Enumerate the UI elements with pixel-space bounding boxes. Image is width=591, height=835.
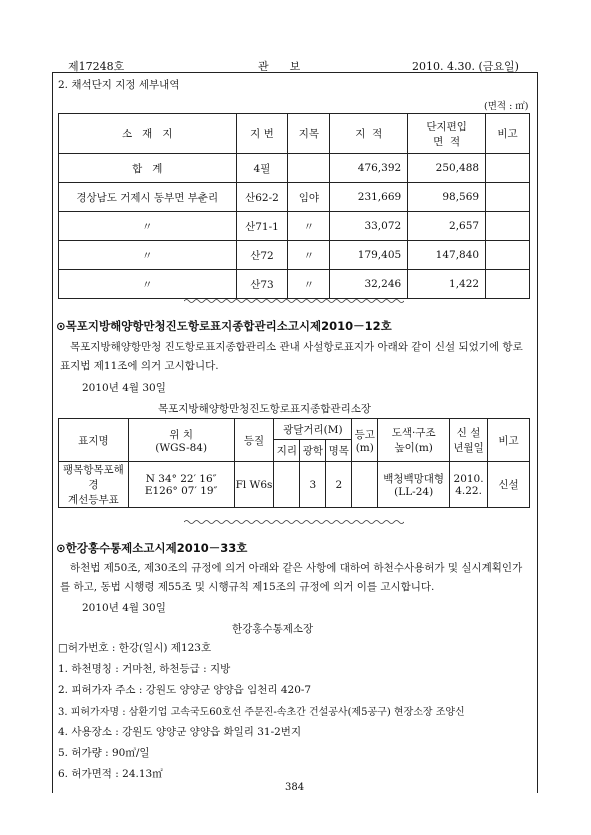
col-range-nominal: 명목	[326, 440, 352, 462]
cell-area: 32,246	[330, 270, 408, 299]
cell-area: 179,405	[330, 241, 408, 270]
col-range-geo: 지리	[274, 440, 300, 462]
cell-remarks	[486, 212, 530, 241]
col-position	[128, 419, 234, 462]
notice2-date: 2010년 4월 30일	[82, 602, 166, 614]
col-complex-area-line1: 단지편입	[426, 120, 467, 133]
cell-range-light: 3	[300, 462, 326, 508]
col-position-line2: (WGS-84)	[155, 441, 208, 454]
permit-number: □허가번호 : 한강(일시) 제123호	[58, 642, 212, 654]
unit-label: (면적 : ㎡)	[484, 101, 529, 112]
col-lot: 지 번	[236, 114, 288, 154]
cell-complex-area: 98,569	[408, 183, 486, 212]
notice2-body: 하천법 제50조, 제30조의 규정에 의거 아래와 같은 사항에 대하여 하천수사용허가 및 실시계획인가를 하고, 동법 시행령 제55조 및 시행규칙 제15조의 규정에 의거 이를 고시합니다.	[60, 562, 523, 593]
cell-location: 〃	[59, 270, 237, 299]
cell-area: 476,392	[330, 154, 408, 183]
list-item: 1. 하천명칭 : 거마천, 하천등급 : 지방	[58, 663, 231, 675]
col-install	[450, 419, 488, 462]
notice1-date: 2010년 4월 30일	[82, 382, 166, 394]
notice2-issuer: 한강홍수통제소장	[232, 623, 314, 635]
cell-remarks: 신설	[488, 462, 530, 508]
notice1-issuer: 목포지방해양항만청진도항로표지종합관리소장	[158, 403, 372, 415]
col-color	[378, 419, 450, 462]
cell-lot: 산71-1	[236, 212, 288, 241]
notice1-body: 목포지방해양항만청 진도항로표지종합관리소 관내 사설항로표지가 아래와 같이 신설 되었기에 항로표지법 제11조에 의거 고시합니다.	[60, 341, 523, 372]
notice1-title: ⊙목포지방해양항만청진도항로표지종합관리소고시제2010－12호	[56, 319, 392, 333]
cell-category: 임야	[288, 183, 330, 212]
col-range: 광달거리(M)	[274, 419, 352, 440]
col-location: 소 재 지	[59, 114, 237, 154]
table-row	[59, 183, 530, 212]
col-remarks: 비고	[486, 114, 530, 154]
cell-name-line2: 계선등부표	[68, 494, 119, 506]
cell-class: Fl W6s	[234, 462, 274, 508]
cell-range-geo	[274, 462, 300, 508]
cell-complex-area: 250,488	[408, 154, 486, 183]
cell-area: 33,072	[330, 212, 408, 241]
notice2-title: ⊙한강홍수통제소고시제2010－33호	[56, 541, 248, 555]
table-header-row	[59, 419, 530, 440]
cell-range-nominal: 2	[326, 462, 352, 508]
issue-date: 2010. 4.30. (금요일)	[412, 60, 519, 73]
list-item: 4. 사용장소 : 강원도 양양군 양양읍 화일리 31-2번지	[58, 726, 302, 738]
quarry-table	[58, 113, 530, 299]
cell-remarks	[486, 270, 530, 299]
col-color-line2: 높이(m)	[394, 442, 433, 454]
section-divider	[184, 519, 404, 525]
col-position-line1: 위 치	[169, 428, 193, 441]
cell-category: 〃	[288, 241, 330, 270]
cell-location: 〃	[59, 212, 237, 241]
table-row	[59, 270, 530, 299]
cell-install-date	[450, 462, 488, 508]
col-name: 표지명	[59, 419, 129, 462]
cell-category	[288, 154, 330, 183]
col-height	[352, 419, 378, 462]
cell-latitude: N 34° 22′ 16″	[145, 472, 217, 485]
cell-position	[128, 462, 234, 508]
cell-install-line2: 4.22.	[455, 484, 482, 497]
cell-remarks	[486, 241, 530, 270]
section-title: 2. 채석단지 지정 세부내역	[58, 79, 180, 91]
cell-location: 합 계	[59, 154, 237, 183]
col-complex-area-line2: 면 적	[433, 135, 461, 148]
section-divider	[184, 298, 404, 304]
list-item: 6. 허가면적 : 24.13㎡	[58, 768, 163, 780]
col-color-line1: 도색·구조	[391, 427, 436, 439]
cell-color-line2: (LL-24)	[394, 486, 434, 498]
cell-lot: 4필	[236, 154, 288, 183]
col-range-light: 광학	[300, 440, 326, 462]
col-install-line2: 년월일	[453, 442, 484, 454]
cell-lot: 산72	[236, 241, 288, 270]
cell-color-line1: 백청백망대형	[383, 473, 445, 485]
table-row	[59, 212, 530, 241]
cell-name-line1: 팽목항목포해경	[62, 464, 124, 491]
cell-location: 〃	[59, 241, 237, 270]
light-table	[58, 418, 530, 508]
list-item: 5. 허가량 : 90㎥/일	[58, 747, 150, 759]
table-header-row	[59, 114, 530, 154]
list-item: 2. 피허가자 주소 : 강원도 양양군 양양읍 임천리 420-7	[58, 684, 312, 696]
cell-complex-area: 1,422	[408, 270, 486, 299]
col-height-line1: 등고	[354, 428, 375, 441]
col-category: 지목	[288, 114, 330, 154]
table-row	[59, 462, 530, 508]
cell-longitude: E126° 07′ 19″	[144, 484, 218, 497]
cell-lot: 산73	[236, 270, 288, 299]
cell-color	[378, 462, 450, 508]
cell-lot: 산62-2	[236, 183, 288, 212]
table-row	[59, 241, 530, 270]
list-item: 3. 피허가자명 : 삼환기업 고속국도60호선 주문진-속초간 건설공사(제5공구) 현장소장 조양신	[58, 707, 465, 718]
cell-remarks	[486, 183, 530, 212]
cell-height	[352, 462, 378, 508]
col-class: 등질	[234, 419, 274, 462]
cell-complex-area: 147,840	[408, 241, 486, 270]
col-install-line1: 신 설	[456, 427, 481, 439]
issue-number: 제17248호	[68, 60, 125, 73]
table-row	[59, 154, 530, 183]
cell-location: 경상남도 거제시 동부면 부춘리	[59, 183, 237, 212]
col-height-line2: (m)	[355, 441, 374, 454]
cell-name	[59, 462, 129, 508]
page-header-title: 관 보	[258, 60, 301, 73]
col-remarks: 비고	[488, 419, 530, 462]
col-area: 지 적	[330, 114, 408, 154]
cell-category: 〃	[288, 212, 330, 241]
cell-install-line1: 2010.	[453, 472, 484, 485]
cell-area: 231,669	[330, 183, 408, 212]
cell-complex-area: 2,657	[408, 212, 486, 241]
cell-remarks	[486, 154, 530, 183]
cell-category: 〃	[288, 270, 330, 299]
page-number: 384	[285, 782, 305, 793]
col-complex-area	[408, 114, 486, 154]
